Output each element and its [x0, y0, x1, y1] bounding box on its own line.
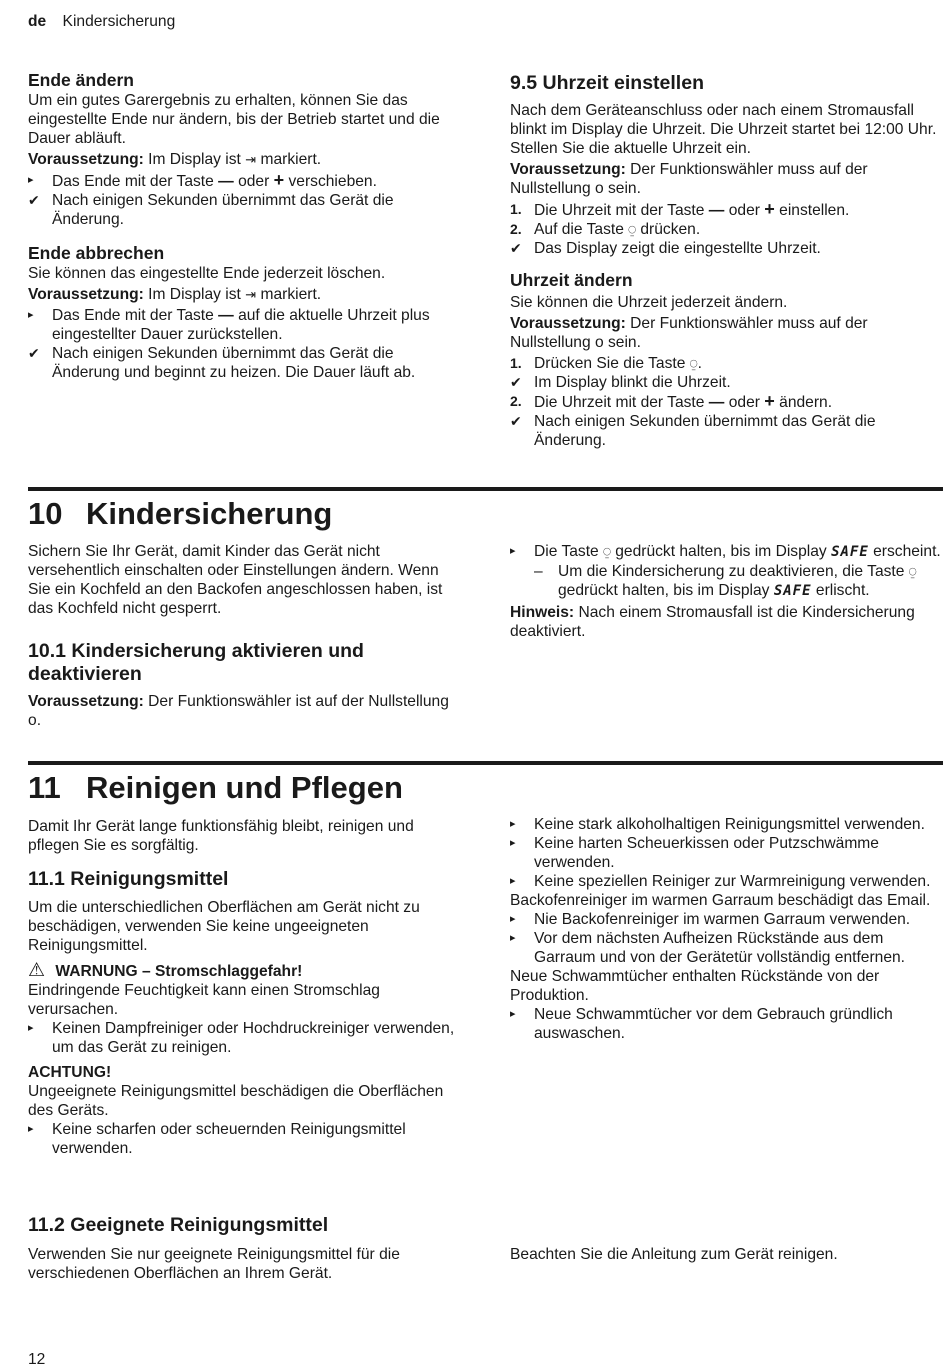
- check-icon: ✔: [28, 345, 40, 361]
- bullet-icon: ▸: [28, 309, 34, 321]
- minus-icon: —: [708, 394, 725, 411]
- bullet-icon: ▸: [510, 875, 516, 887]
- reinigen-bullet: ▸ Keine harten Scheuerkissen oder Putzschwämme verwenden.: [510, 835, 879, 871]
- ende-aendern-step: ▸ Das Ende mit der Taste — oder + verschieben.: [28, 170, 377, 190]
- zero-position-icon: o: [28, 712, 37, 729]
- reinigen-paragraph: Neue Schwammtücher enthalten Rückstände von der Produktion.: [510, 968, 880, 1004]
- uhrzeit-einstellen-precondition: Voraussetzung: Der Funktionswähler muss auf der Nullstellung o sein.: [510, 161, 868, 197]
- page-number: 12: [28, 1351, 46, 1368]
- uhrzeit-aendern-precondition: Voraussetzung: Der Funktionswähler muss auf der Nullstellung o sein.: [510, 315, 868, 351]
- end-marker-icon: ⇥: [245, 152, 257, 167]
- reinigungsmittel-intro: Um die unterschiedlichen Oberflächen am Gerät nicht zu beschädigen, verwenden Sie keine ungeeigneten Reinigungsmittel.: [28, 899, 420, 954]
- minus-icon: —: [708, 202, 725, 219]
- reinigen-bullet: ▸ Keine stark alkoholhaltigen Reinigungsmittel verwenden.: [510, 816, 925, 833]
- geeignet-title: 11.2 Geeignete Reinigungsmittel: [28, 1214, 329, 1236]
- zero-position-icon: o: [594, 180, 604, 197]
- geeignet-section: [28, 1214, 928, 1237]
- bullet-icon: ▸: [510, 1008, 516, 1020]
- uhrzeit-aendern-step-2: 2. Die Uhrzeit mit der Taste — oder + ändern.: [510, 391, 833, 411]
- bullet-icon: ▸: [510, 932, 516, 944]
- uhrzeit-aendern-step-1: 1. Drücken Sie die Taste ⍜.: [510, 355, 702, 372]
- clock-key-icon: ⍜: [908, 564, 917, 579]
- chapter-rule: [28, 487, 943, 491]
- reinigen-bullet: ▸ Neue Schwammtücher vor dem Gebrauch gründlich auswaschen.: [510, 1006, 893, 1042]
- ende-abbrechen-result: ✔ Nach einigen Sekunden übernimmt das Gerät die Änderung und beginnt zu heizen. Die Dauer läuft ab.: [28, 345, 416, 381]
- kindersicherung-left: [28, 542, 463, 730]
- achtung-step: ▸ Keine scharfen oder scheuernden Reinigungsmittel verwenden.: [28, 1121, 406, 1157]
- minus-icon: —: [218, 307, 234, 324]
- check-icon: ✔: [510, 374, 522, 390]
- check-icon: ✔: [510, 413, 522, 429]
- ende-aendern-precondition: Voraussetzung: Im Display ist ⇥ markiert.: [28, 151, 322, 168]
- kindersicherung-note: Hinweis: Nach einem Stromausfall ist die Kindersicherung deaktiviert.: [510, 604, 915, 640]
- reinigen-right: [510, 815, 945, 1043]
- uhrzeit-einstellen-title: 9.5 Uhrzeit einstellen: [510, 72, 704, 94]
- clock-key-icon: ⍜: [689, 356, 698, 371]
- display-safe-text: SAFE: [831, 544, 869, 560]
- ende-abbrechen-step: ▸ Das Ende mit der Taste — auf die aktuelle Uhrzeit plus eingestellter Dauer zurückstellen.: [28, 307, 430, 343]
- language-code: de: [28, 13, 47, 30]
- uhrzeit-aendern-result-1: ✔ Im Display blinkt die Uhrzeit.: [510, 374, 731, 391]
- bullet-icon: ▸: [510, 913, 516, 925]
- plus-icon: +: [764, 391, 775, 411]
- chapter-10-title: 10 Kindersicherung: [28, 496, 333, 531]
- reinigen-bullet: ▸ Keine speziellen Reiniger zur Warmreinigung verwenden.: [510, 873, 931, 890]
- zero-position-icon: o: [594, 334, 604, 351]
- reinigen-intro: Damit Ihr Gerät lange funktionsfähig bleibt, reinigen und pflegen Sie es sorgfältig.: [28, 818, 414, 854]
- bullet-icon: ▸: [510, 818, 516, 830]
- chapter-rule: [28, 761, 943, 765]
- ende-aendern-section: [28, 70, 463, 382]
- clock-key-icon: ⍜: [603, 544, 611, 559]
- uhrzeit-einstellen-step-1: 1. Die Uhrzeit mit der Taste — oder + einstellen.: [510, 199, 850, 219]
- reinigen-bullet: ▸ Vor dem nächsten Aufheizen Rückstände aus dem Garraum und von der Gerätetür vollständig entfernen.: [510, 930, 905, 966]
- ende-aendern-intro: Um ein gutes Garergebnis zu erhalten, können Sie das eingestellte Ende nur ändern, bis der Betrieb startet und die Dauer abläuft.: [28, 92, 440, 147]
- minus-icon: —: [218, 173, 234, 190]
- uhrzeit-einstellen-result: ✔ Das Display zeigt die eingestellte Uhrzeit.: [510, 240, 821, 257]
- plus-icon: +: [764, 199, 775, 219]
- bullet-icon: ▸: [28, 174, 34, 186]
- end-marker-icon: ⇥: [245, 287, 257, 302]
- check-icon: ✔: [28, 192, 40, 208]
- uhrzeit-aendern-result-2: ✔ Nach einigen Sekunden übernimmt das Gerät die Änderung.: [510, 413, 876, 449]
- warning-step: ▸ Keinen Dampfreiniger oder Hochdruckreiniger verwenden, um das Gerät zu reinigen.: [28, 1020, 455, 1056]
- geeignet-right: [510, 1245, 945, 1264]
- bullet-icon: ▸: [28, 1123, 34, 1135]
- uhrzeit-aendern-intro: Sie können die Uhrzeit jederzeit ändern.: [510, 294, 788, 311]
- header-section: Kindersicherung: [62, 13, 176, 30]
- geeignet-right-text: Beachten Sie die Anleitung zum Gerät reinigen.: [510, 1246, 838, 1263]
- kindersicherung-subtitle: 10.1 Kindersicherung aktivieren und deaktivieren: [28, 640, 364, 685]
- kindersicherung-intro: Sichern Sie Ihr Gerät, damit Kinder das Gerät nicht versehentlich einschalten oder Einstellungen ändern. Wenn Sie ein Kochfeld an den Backofen angeschlossen haben, ist das Kochfeld nicht gesperrt.: [28, 543, 443, 617]
- ende-aendern-title: Ende ändern: [28, 70, 134, 90]
- reinigen-left: [28, 817, 463, 1158]
- bullet-icon: ▸: [28, 1022, 34, 1034]
- ende-abbrechen-intro: Sie können das eingestellte Ende jederzeit löschen.: [28, 265, 386, 282]
- dash-icon: –: [534, 563, 543, 580]
- ende-abbrechen-precondition: Voraussetzung: Im Display ist ⇥ markiert.: [28, 286, 322, 303]
- reinigen-bullet: ▸ Nie Backofenreiniger im warmen Garraum verwenden.: [510, 911, 911, 928]
- plus-icon: +: [273, 170, 285, 190]
- display-safe-text: SAFE: [773, 583, 812, 599]
- warning-icon: ⚠: [28, 960, 46, 981]
- achtung-text: Ungeeignete Reinigungsmittel beschädigen die Oberflächen des Geräts.: [28, 1083, 444, 1119]
- bullet-icon: ▸: [510, 545, 516, 557]
- uhrzeit-einstellen-step-2: 2. Auf die Taste ⍜ drücken.: [510, 221, 701, 238]
- reinigungsmittel-title: 11.1 Reinigungsmittel: [28, 868, 229, 890]
- uhrzeit-einstellen-intro: Nach dem Geräteanschluss oder nach einem Stromausfall blinkt im Display die Uhrzeit. Die Uhrzeit startet bei 12:00 Uhr. Stellen Sie die aktuelle Uhrzeit ein.: [510, 102, 937, 157]
- uhrzeit-section: [510, 72, 945, 450]
- geeignet-left: [28, 1245, 463, 1283]
- check-icon: ✔: [510, 240, 522, 256]
- uhrzeit-aendern-title: Uhrzeit ändern: [510, 270, 633, 290]
- running-header: [28, 12, 175, 31]
- ende-abbrechen-title: Ende abbrechen: [28, 243, 165, 263]
- reinigen-paragraph: Backofenreiniger im warmen Garraum beschädigt das Email.: [510, 892, 931, 909]
- warning-text: Eindringende Feuchtigkeit kann einen Stromschlag verursachen.: [28, 982, 380, 1018]
- clock-key-icon: ⍜: [628, 222, 637, 237]
- kindersicherung-step: ▸ Die Taste ⍜ gedrückt halten, bis im Display SAFE erscheint.: [510, 543, 941, 560]
- bullet-icon: ▸: [510, 837, 516, 849]
- ende-aendern-result: ✔ Nach einigen Sekunden übernimmt das Gerät die Änderung.: [28, 192, 394, 228]
- kindersicherung-right: [510, 542, 945, 641]
- warning-title: ⚠ WARNUNG – Stromschlaggefahr!: [28, 960, 303, 981]
- kindersicherung-precondition: Voraussetzung: Der Funktionswähler ist auf der Nullstellung o.: [28, 693, 449, 729]
- kindersicherung-substep: – Um die Kindersicherung zu deaktivieren, die Taste ⍜ gedrückt halten, bis im Display SAFE erlischt.: [534, 563, 917, 599]
- chapter-11-title: 11 Reinigen und Pflegen: [28, 770, 403, 805]
- geeignet-text: Verwenden Sie nur geeignete Reinigungsmittel für die verschiedenen Oberflächen an Ihrem Gerät.: [28, 1246, 400, 1282]
- achtung-title: ACHTUNG!: [28, 1064, 112, 1081]
